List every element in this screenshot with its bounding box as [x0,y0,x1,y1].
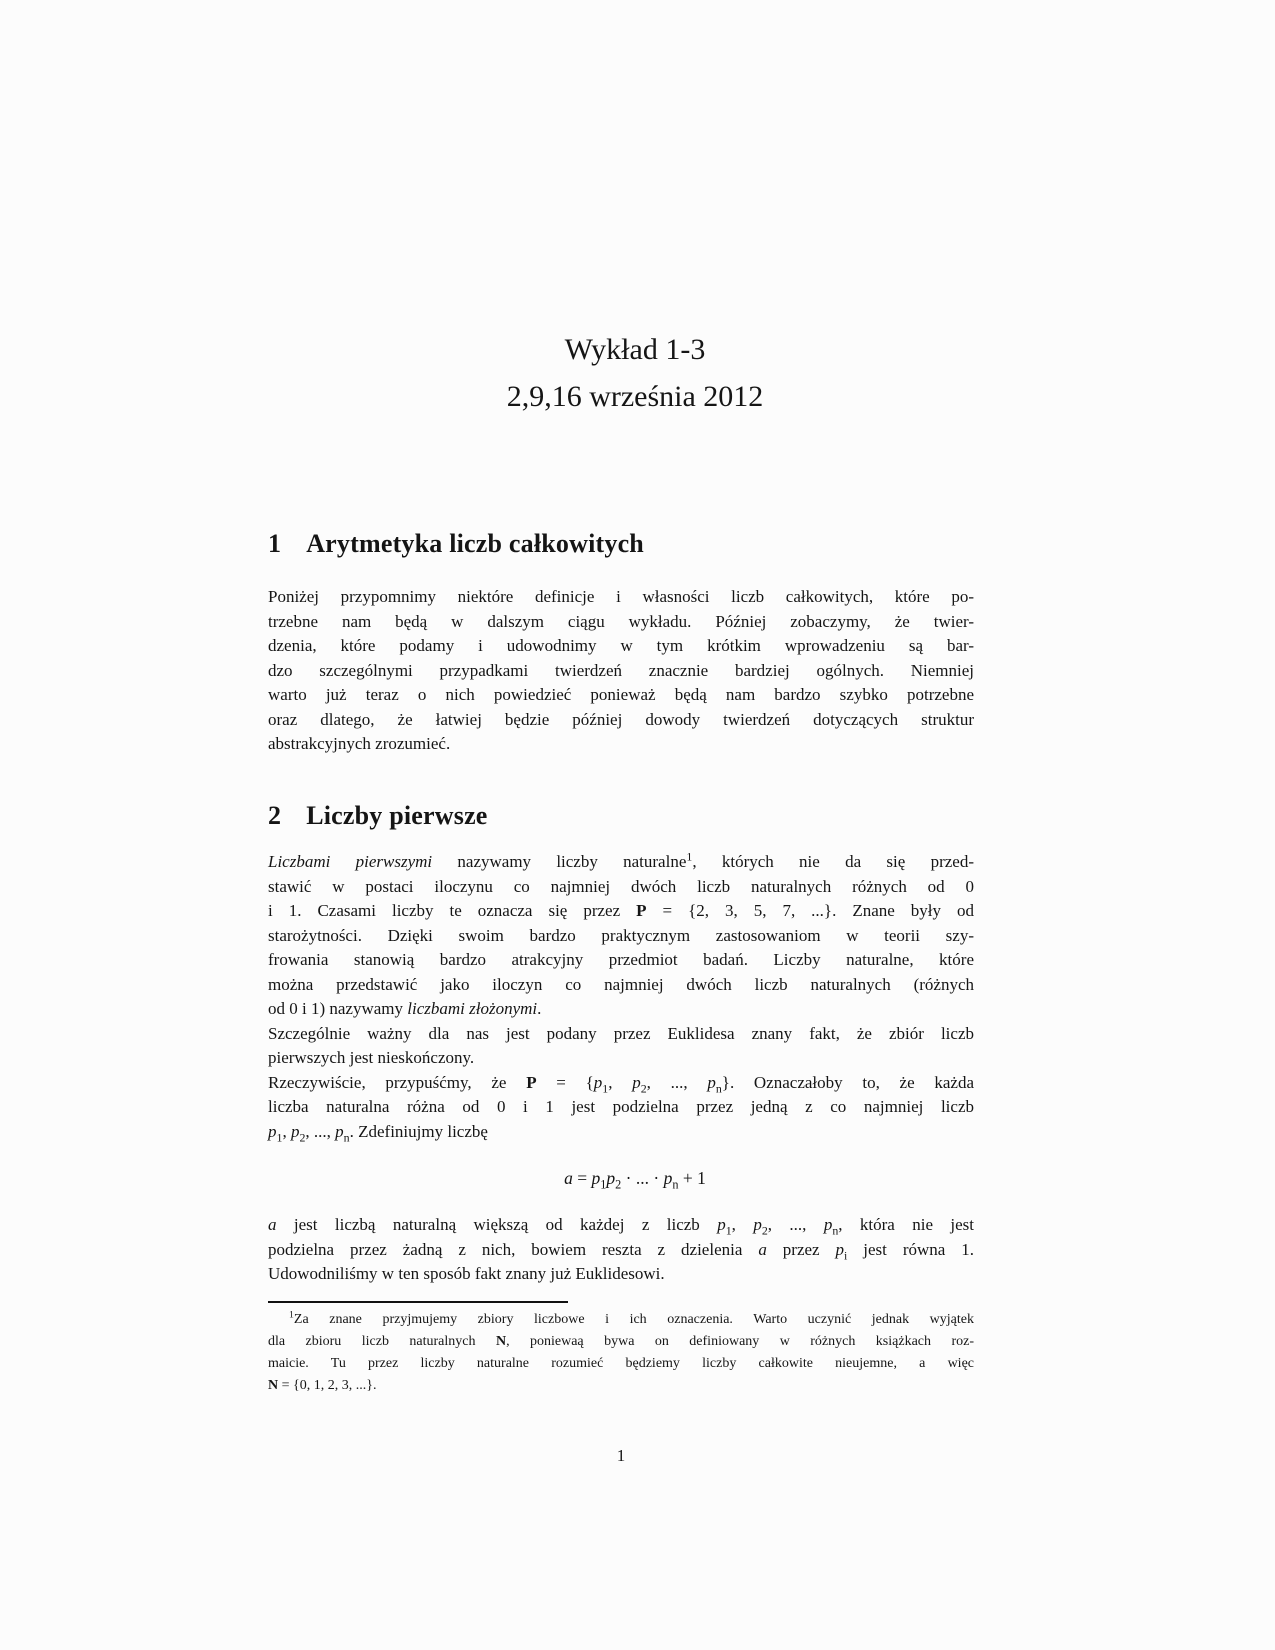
section-2-heading [268,803,488,829]
text-line: Rzeczywiście, przypuśćmy, że $P = \{p_1$, $p_2$, ..., $p_n$}. Oznaczałoby to, że każda [268,1072,974,1095]
paragraph-proof-conclusion [268,1213,974,1287]
section-1-heading [268,531,644,557]
page-number: 1 [616,1446,626,1465]
paragraph-euclid-fact [268,1022,974,1071]
text-line: oraz dlatego, że łatwiej będzie później dowody twierdzeń dotyczących struktur [268,709,974,729]
document-date: 2,9,16 września 2012 [506,380,764,413]
document-title: Wykład 1-3 [564,333,706,366]
section-2-title: Liczby pierwsze [306,801,488,830]
text-line: a jest liczbą naturalną większą od każdej z liczb $p_1$, $p_2$, ..., $p_n$, która nie jest [268,1215,975,1238]
text-line: maicie. Tu przez liczby naturalne rozumieć będziemy liczby całkowite nieujemne, a więc [268,1356,974,1371]
text-line: frowania stanowią bardzo atrakcyjny przedmiot badań. Liczby naturalne, które [268,950,974,969]
paragraph-primes-intro [268,850,974,1022]
text-line: warto już teraz o nich powiedzieć ponieważ będą nam bardzo szybko potrzebne [268,685,974,704]
text-line: trzebne nam będą w dalszym ciągu wykładu. Później zobaczymy, że twier- [268,611,974,631]
display-formula: $a = p_1p_2$ · ... · $p_n + 1$ [564,1168,706,1192]
text-line: Poniżej przypomnimy niektóre definicje i własności liczb całkowitych, które po- [268,587,974,606]
text-line: Udowodniliśmy w ten sposób fakt znany już Euklidesowi. [268,1264,665,1283]
paragraph-proof-setup [268,1071,974,1145]
section-1-number: 1 [268,529,282,558]
title-block [268,326,1002,420]
section-2-number: 2 [268,801,282,830]
section-1-paragraph [268,585,974,757]
text-line: dla zbioru liczb naturalnych N, poniewaą bywa on definiowany w różnych książkach roz- [268,1334,974,1349]
section-2-body [268,850,974,1144]
text-line: pierwszych jest nieskończony. [268,1048,475,1067]
text-line: stawić w postaci iloczynu co najmniej dwóch liczb naturalnych różnych od 0 [268,876,974,896]
section-1-title: Arytmetyka liczb całkowitych [306,529,644,558]
text-line: podzielna przez żadną z nich, bowiem reszta z dzielenia a przez $p_i$ jest równa 1. [268,1239,975,1262]
text-line: $^1$Za znane przyjmujemy zbiory liczbowe i ich oznaczenia. Warto uczynić jednak wyjątek [289,1309,974,1327]
text-line: można przedstawić jako iloczyn co najmniej dwóch liczb naturalnych (różnych [268,974,974,994]
text-line: dzenia, które podamy i udowodnimy w tym krótkim wprowadzeniu są bar- [268,636,974,655]
footnote [268,1309,974,1397]
text-line: Szczególnie ważny dla nas jest podany przez Euklidesa znany fakt, że zbiór liczb [268,1023,974,1043]
text-line: od 0 i 1) nazywamy liczbami złożonymi. [268,999,542,1018]
text-line: i 1. Czasami liczby te oznacza się przez P = {2, 3, 5, 7, ...}. Znane były od [268,901,974,920]
footnote-rule [268,1301,568,1303]
text-line: starożytności. Dzięki swoim bardzo praktycznym zastosowaniom w teorii szy- [268,925,974,945]
text-line: N = {0, 1, 2, 3, ...}. [268,1378,377,1393]
text-line: abstrakcyjnych zrozumieć. [268,734,451,753]
text-line: $p_1$, $p_2$, ..., $p_n$. Zdefiniujmy liczbę [268,1121,488,1144]
text-line: Liczbami pierwszymi nazywamy liczby naturalne$^1$, których nie da się przed- [268,849,974,871]
text-line: dzo szczególnymi przypadkami twierdzeń znacznie bardziej ogólnych. Niemniej [268,660,974,680]
text-line: liczba naturalna różna od 0 i 1 jest podzielna przez jedną z co najmniej liczb [268,1097,974,1116]
